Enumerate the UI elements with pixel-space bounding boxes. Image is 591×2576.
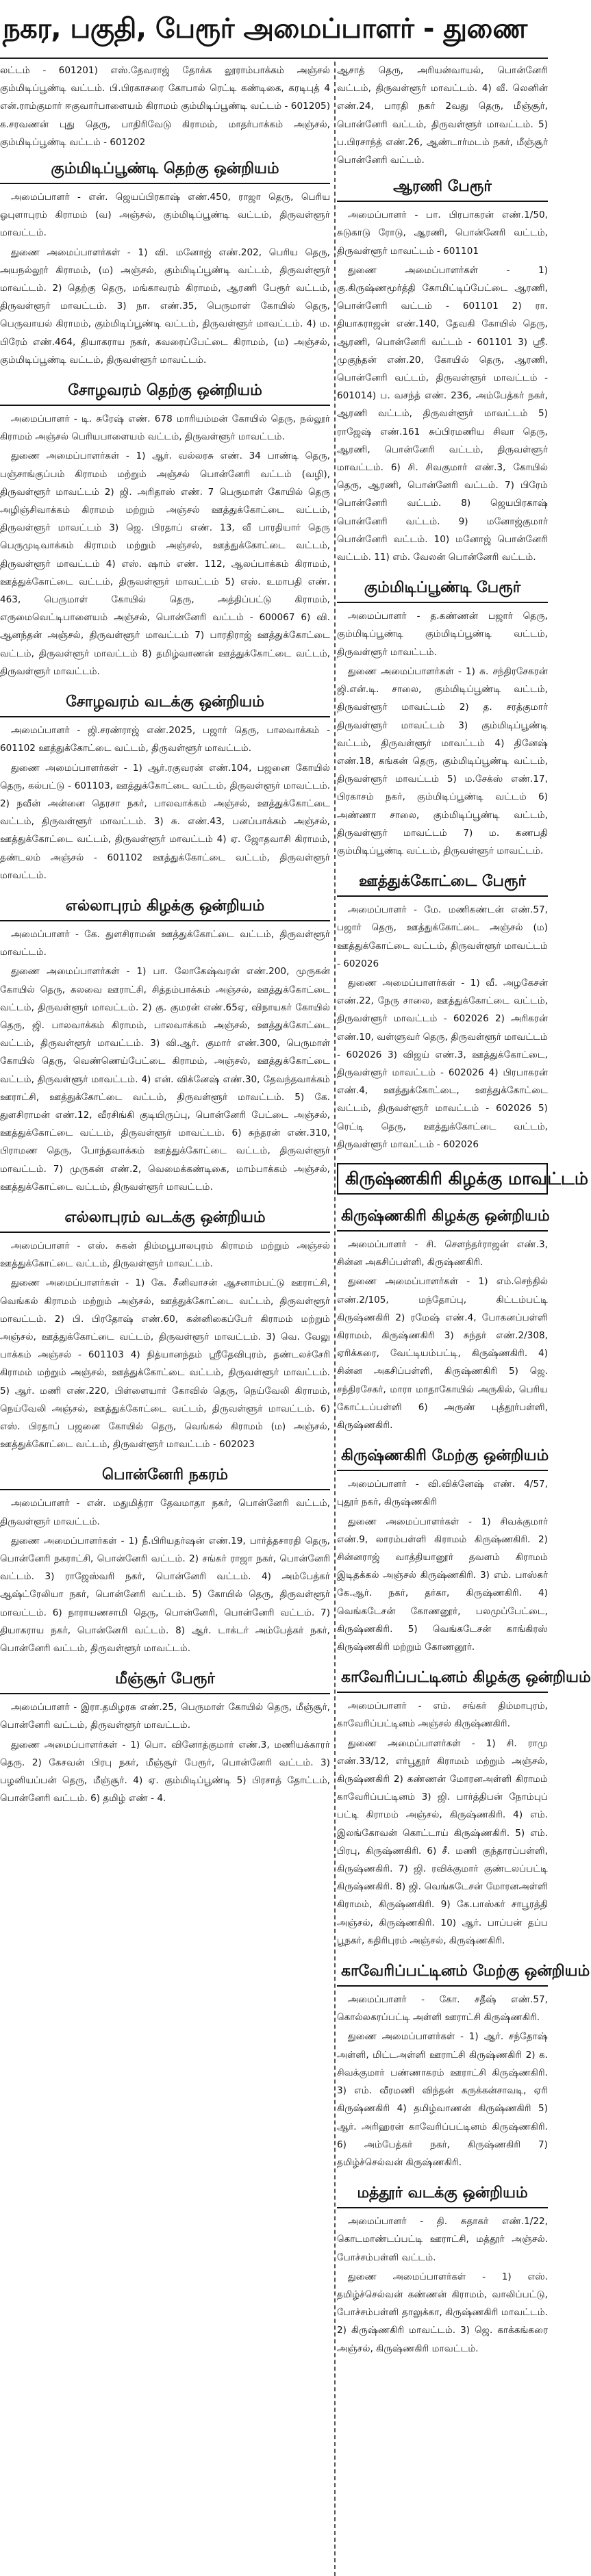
section-body (0, 1237, 330, 1453)
section-body (0, 1698, 330, 1807)
section (337, 1959, 590, 2171)
section (337, 1444, 548, 1656)
section-body (0, 1494, 330, 1657)
deputy-organizers-entry: துணை அமைப்பாளர்கள் - 1) கே. சீனிவாசன் ஆசனாம்பட்டு ஊராட்சி, வெங்கல் கிராமம் மற்றும் அஞ்சல், ஊத்துக்கோட்டை வட்டம், திருவள்ளூர் மாவட்டம். 2) பி. பிரதோஷ் எண்.60, கன்னிகைப்பேர் கிராமம் மற்றும் அஞ்சல், ஊத்துக்கோட்டை வட்டம், திருவள்ளூர் மாவட்டம். 3) வெ. வேலு பாக்கம் அஞ்சல் - 601103 4) நித்யானந்தம் ஸ்ரீதேவிபுரம், தண்டலச்சேரி கிராமம் மற்றும் அஞ்சல், ஊத்துக்கோட்டை வட்டம், திருவள்ளூர் மாவட்டம். 5) ஆர். மணி எண்.220, பிள்ளையார் கோவில் தெரு, நெய்வேலி கிராமம், நெய்வேலி அஞ்சல், ஊத்துக்கோட்டை வட்டம், திருவள்ளூர் மாவட்டம். 6) எஸ். பிரதாப் பஜனை கோயில் தெரு, வெங்கல் கிராமம் (ம) அஞ்சல், ஊத்துக்கோட்டை வட்டம், திருவள்ளூர் மாவட்டம் - 602023 (0, 1277, 330, 1451)
deputy-organizers-entry: துணை அமைப்பாளர்கள் - 1) சி. ராமு எண்.33/12, எர்பூதூர் கிராமம் மற்றும் அஞ்சல், கிருஷ்ணகிரி 2) கண்ணன் மோரனஅள்ளி கிராமம் காவேரிப்பட்டினம் 3) ஜி. பார்த்திபன் நோம்புப் பட்டி கிராமம் அஞ்சல், கிருஷ்ணகிரி. 4) எம். இலங்கோவன் கொட்டாய் கிருஷ்ணகிரி. 5) எம். பிரபு, கிருஷ்ணகிரி. 6) சீ. மணி குந்தாரப்பள்ளி, கிருஷ்ணகிரி. 7) ஜி. ரவிக்குமார் குண்டலப்பட்டி கிருஷ்ணகிரி. 8) ஜி. வெங்கடேசன் மோரனஅள்ளி கிராமம், கிருஷ்ணகிரி. 9) கே.பாஸ்கர் சாபூரத்தி அஞ்சல், கிருஷ்ணகிரி. 10) ஆர். பாப்பன் தப்ப பூநகர், கதிரிபுரம் அஞ்சல், கிருஷ்ணகிரி. (337, 1737, 548, 1946)
section (337, 1204, 548, 1434)
section-heading: ஊத்துக்கோட்டை பேரூர் (337, 869, 548, 897)
right-column (337, 62, 591, 2576)
organizer-entry: அமைப்பாளர் - எம். சங்கர் திம்மாபுரம், காவேரிப்பட்டினம் அஞ்சல் கிருஷ்ணகிரி. (337, 1700, 548, 1730)
organizer-entry: அமைப்பாளர் - வி.விக்னேஷ் எண். 4/57, புதூர் நகர், கிருஷ்ணகிரி (337, 1479, 548, 1508)
section-heading: சோழவரம் வடக்கு ஒன்றியம் (0, 690, 330, 717)
section-heading: மத்தூர் வடக்கு ஒன்றியம் (337, 2181, 548, 2208)
section (337, 2181, 548, 2358)
section-heading: கிருஷ்ணகிரி கிழக்கு ஒன்றியம் (337, 1204, 548, 1232)
section-heading: கும்மிடிப்பூண்டி தெற்கு ஒன்றியம் (0, 157, 330, 184)
section (0, 690, 330, 884)
left-column (0, 62, 333, 2576)
section (337, 576, 548, 860)
section-heading: கிருஷ்ணகிரி மேற்கு ஒன்றியம் (337, 1444, 548, 1471)
section-body (337, 1236, 548, 1434)
organizer-entry: அமைப்பாளர் - சி. சௌந்தர்ராஜன் எண்.3, சின்ன அகசிப்பள்ளி, கிருஷ்ணகிரி. (337, 1238, 548, 1268)
organizer-entry: அமைப்பாளர் - த.கண்ணன் பஜார் தெரு, கும்மிடிப்பூண்டி கும்மிடிப்பூண்டி வட்டம், திருவள்ளூர் மாவட்டம். (337, 611, 548, 658)
section-body (337, 1991, 548, 2171)
section-body (0, 722, 330, 884)
organizer-entry: அமைப்பாளர் - ஜி.சரண்ராஜ் எண்.2025, பஜார் தெரு, பாலவாக்கம் - 601102 ஊத்துக்கோட்டை வட்டம், திருவள்ளூர் மாவட்டம். (0, 725, 330, 754)
deputy-organizers-entry: துணை அமைப்பாளர்கள் - 1) நீ.பிரியதர்ஷன் எண்.19, பார்த்தசாரதி தெரு, பொன்னேரி நகராட்சி, பொன்னேரி வட்டம். 2) சங்கர் ராஜா நகர், பொன்னேரி வட்டம். 3) ராஜேஸ்வரி நகர், பொன்னேரி வட்டம். 4) அம்பேத்கர் ஆஷ்ட்ரேலியா நகர், பொன்னேரி வட்டம். 5) கோயில் தெரு, திருவள்ளூர் மாவட்டம். 6) நாராயணசாமி தெரு, பொன்னேரி, பொன்னேரி வட்டம். 7) தியாகராய நகர், பொன்னேரி வட்டம். 8) ஆர். டாக்டர் அம்பேத்கர் நகர், பொன்னேரி வட்டம், திருவள்ளூர் மாவட்டம். (0, 1535, 330, 1655)
right-lead-in (337, 62, 548, 169)
organizer-entry: அமைப்பாளர் - கே. துளசிராமன் ஊத்துக்கோட்டை வட்டம், திருவள்ளூர் மாவட்டம். (0, 928, 330, 958)
organizer-entry: அமைப்பாளர் - கோ. சதீஷ் எண்.57, கொல்லகரப்பட்டி அள்ளி ஊராட்சி கிருஷ்ணகிரி. (337, 1994, 548, 2024)
organizer-entry: அமைப்பாளர் - என். ஜெயப்பிரகாஷ் எண்.450, ராஜா தெரு, பெரிய ஓபுளாபுரம் கிராமம் (வ) அஞ்சல், கும்மிடிப்பூண்டி வட்டம், திருவள்ளூர் மாவட்டம். (0, 192, 330, 239)
section-heading: கும்மிடிப்பூண்டி பேரூர் (337, 576, 548, 603)
section-body (0, 188, 330, 369)
section-body (0, 926, 330, 1196)
section-body (337, 206, 548, 566)
deputy-organizers-entry: துணை அமைப்பாளர்கள் - 1) சிவக்குமார் எண்.9, லாரம்பள்ளி கிராமம் கிருஷ்ணகிரி. 2) சின்னராஜ் வாத்தியானூர் தவளம் கிராமம் இடிதக்கல் அஞ்சல் கிருஷ்ணகிரி. 3) எம். பாஸ்கர் கே.ஆர். நகர், தர்கா, கிருஷ்ணகிரி. 4) வெங்கடேசன் கோணனூர், பலமுப்பேட்டை, கிருஷ்ணகிரி. 5) வெங்கடேசன் காங்கிரஸ் கிருஷ்ணகிரி மற்றும் கோணனூர். (337, 1516, 548, 1653)
left-sections (0, 157, 330, 1807)
section (337, 1666, 591, 1950)
section-heading: பொன்னேரி நகரம் (0, 1463, 330, 1490)
section (337, 1163, 589, 1195)
deputy-organizers-entry: துணை அமைப்பாளர்கள் - 1) ஆர்.ரகுவரன் எண்.104, பஜனை கோயில் தெரு, கல்பட்டு - 601103, ஊத்துக்கோட்டை வட்டம், திருவள்ளூர் மாவட்டம். 2) நவீன் அன்னை தெரசா நகர், பாலவாக்கம் அஞ்சல், ஊத்துக்கோட்டை வட்டம், திருவள்ளூர் மாவட்டம். 3) சு. எண்.43, பனப்பாக்கம் அஞ்சல், ஊத்துக்கோட்டை வட்டம், திருவள்ளூர் மாவட்டம் 4) ஏ. ஜோதவாசி கிராமம், தண்டலம் அஞ்சல் - 601102 ஊத்துக்கோட்டை வட்டம், திருவள்ளூர் மாவட்டம். (0, 762, 330, 881)
masthead (0, 0, 548, 59)
section (337, 869, 548, 1153)
section-body (0, 410, 330, 680)
deputy-organizers-entry: துணை அமைப்பாளர்கள் - 1) வி. மனோஜ் எண்.202, பெரிய தெரு, அயநல்லூர் கிராமம், (ம) அஞ்சல், கும்மிடிப்பூண்டி வட்டம், திருவள்ளூர் மாவட்டம். 2) தெற்கு தெரு, மங்காவரம் கிராமம், ஆரணி பேரூர் வட்டம், திருவள்ளூர் மாவட்டம். 3) நா. எண்.35, பெருமாள் கோயில் தெரு, பெருவாயல் கிராமம், கும்மிடிப்பூண்டி வட்டம், திருவள்ளூர் மாவட்டம். 4) ம. பிரேம் எண்.464, தியாகராய நகர், கவரைப்பேட்டை கிராமம், (ம) அஞ்சல், கும்மிடிப்பூண்டி வட்டம், திருவள்ளூர் மாவட்டம். (0, 246, 330, 366)
section-body (337, 1475, 548, 1656)
section-heading: சோழவரம் தெற்கு ஒன்றியம் (0, 379, 330, 406)
section-heading: காவேரிப்பட்டினம் மேற்கு ஒன்றியம் (337, 1959, 548, 1987)
section-body (337, 607, 548, 860)
organizer-entry: அமைப்பாளர் - மே. மணிகண்டன் எண்.57, பஜார் தெரு, ஊத்துக்கோட்டை அஞ்சல் (ம) ஊத்துக்கோட்டை வட்டம், திருவள்ளூர் மாவட்டம் - 602026 (337, 904, 548, 969)
headline: நகர, பகுதி, பேரூர் அமைப்பாளர் - துணை (3, 13, 527, 44)
section-body (337, 901, 548, 1153)
lead-in-paragraph: லட்டம் - 601201) எஸ்.தேவராஜ் தோக்க லூராம்பாக்கம் அஞ்சல் கும்மிடிப்பூண்டி வட்டம். பி.பிரகாசரை கோபால் ரெட்டி கண்டிகை, கரடிபுத் 4 என்.ராம்குமார் ஈகுவார்பாளையம் கிராமம் கும்மிடிப்பூண்டி வட்டம் - 601205) க.சரவணன் புது தெரு, பாதிரிவேடு கிராமம், மாதர்பாக்கம் அஞ்சல், கும்மிடிப்பூண்டி வட்டம் - 601202 (0, 65, 330, 148)
deputy-organizers-entry: துணை அமைப்பாளர்கள் - 1) பா. லோகேஷ்வரன் எண்.200, முருகன் கோயில் தெரு, கலவை ஊராட்சி, சித்தம்பாக்கம் அஞ்சல், ஊத்துக்கோட்டை வட்டம், திருவள்ளூர் மாவட்டம். 2) கு. குமரன் எண்.65ஏ, விநாயகர் கோயில் தெரு, ஜி. பாலவாக்கம் கிராமம், பாலவாக்கம் அஞ்சல், ஊத்துக்கோட்டை வட்டம், திருவள்ளூர் மாவட்டம். 3) வி.ஆர். குமார் எண்.300, பெருமாள் கோயில் தெரு, வெண்ணெய்பேட்டை கிராமம், அஞ்சல், ஊத்துக்கோட்டை வட்டம், திருவள்ளூர் மாவட்டம். 4) என். விக்னேஷ் எண்.30, தேவந்தவாக்கம் ஊராட்சி, ஊத்துக்கோட்டை வட்டம், திருவள்ளூர் மாவட்டம். 5) கே. துளசிராமன் எண்.12, வீரசிங்கி குடியிருப்பு, பொன்னேரி பேட்டை அஞ்சல், ஊத்துக்கோட்டை வட்டம், திருவள்ளூர் மாவட்டம். 6) சுந்தரன் எண்.310, பிராமண தெரு, போந்தவாக்கம் ஊத்துக்கோட்டை வட்டம், திருவள்ளூர் மாவட்டம். 7) முருகன் எண்.2, வெமைக்கண்டிகை, மாம்பாக்கம் அஞ்சல், ஊத்துக்கோட்டை வட்டம், திருவள்ளூர் மாவட்டம். (0, 966, 330, 1193)
section-body (337, 1697, 548, 1950)
section-heading: எல்லாபுரம் கிழக்கு ஒன்றியம் (0, 894, 330, 921)
section (0, 157, 330, 369)
section (0, 1463, 330, 1657)
section-body (337, 2212, 548, 2358)
deputy-organizers-entry: துணை அமைப்பாளர்கள் - 1) ஆர். வல்லரசு எண். 34 பாண்டி தெரு, பஞ்சாங்குப்பம் கிராமம் மற்றும் அஞ்சல் பொன்னேரி வட்டம் (வழி), திருவள்ளூர் மாவட்டம் 2) ஜி. அரிதாஸ் எண். 7 பெருமாள் கோயில் தெரு அழிஞ்சிவாக்கம் கிராமம் மற்றும் அஞ்சல் ஊத்துக்கோட்டை வட்டம், திருவள்ளூர் மாவட்டம் 3) ஜெ. பிரதாப் எண். 13, வீ பாரதியார் தெரு பெருமுடிவாக்கம் கிராமம் மற்றும் அஞ்சல், ஊத்துக்கோட்டை வட்டம், திருவள்ளூர் மாவட்டம் 4) எஸ். ஷாம் எண். 112, ஆலப்பாக்கம் கிராமம், ஊத்துக்கோட்டை வட்டம், திருவள்ளூர் மாவட்டம் 5) எஸ். உமாபதி எண். 463, பெருமாள் கோயில் தெரு, அத்திப்பட்டு கிராமம், எருமைவெட்டிபாளையம் அஞ்சல், பொன்னேரி வட்டம் - 600067 6) வி. ஆனந்தன் அஞ்சல், திருவள்ளூர் மாவட்டம் 7) பாரதிராஜ் ஊத்துக்கோட்டை வட்டம், திருவள்ளூர் மாவட்டம் 8) தமிழ்வாணன் ஊத்துக்கோட்டை வட்டம், திருவள்ளூர் மாவட்டம். (0, 450, 330, 677)
organizer-entry: அமைப்பாளர் - தி. சுதாகர் எண்.1/22, கொடமாண்டப்பட்டி ஊராட்சி, மத்தூர் அஞ்சல். போச்சம்பள்ளி வட்டம். (337, 2216, 548, 2263)
section-heading: ஆரணி பேரூர் (337, 175, 548, 202)
section-heading: காவேரிப்பட்டினம் கிழக்கு ஒன்றியம் (337, 1666, 548, 1693)
lead-in-paragraph: ஆசாத் தெரு, அரியன்வாயல், பொன்னேரி வட்டம், திருவள்ளூர் மாவட்டம். 4) வீ. லெனின் எண்.24, பாரதி நகர் 2வது தெரு, மீஞ்சூர், பொன்னேரி வட்டம், திருவள்ளூர் மாவட்டம். 5) ப.பிரசாந்த் எண்.26, ஆண்டார்மடம் நகர், மீஞ்சூர் பொன்னேரி வட்டம். (337, 65, 548, 166)
district-heading: கிருஷ்ணகிரி கிழக்கு மாவட்டம் (337, 1163, 548, 1195)
left-lead-in (0, 62, 330, 151)
column-divider (334, 62, 336, 2576)
section (0, 1667, 330, 1807)
section-heading: மீஞ்சூர் பேரூர் (0, 1667, 330, 1694)
deputy-organizers-entry: துணை அமைப்பாளர்கள் - 1) பொ. வினோத்குமார் எண்.3, மணியக்காரர் தெரு. 2) கேசவன் பிரபு நகர், மீஞ்சூர் பேரூர், பொன்னேரி வட்டம். 3) பழனியப்பன் தெரு, மீஞ்சூர். 4) ஏ. கும்மிடிப்பூண்டி 5) பிரசாத் தோட்டம், பொன்னேரி வட்டம். 6) தமிழ் எண் - 4. (0, 1739, 330, 1805)
deputy-organizers-entry: துணை அமைப்பாளர்கள் - 1) ஆர். சந்தோஷ் அள்ளி, மிட்டஅள்ளி ஊராட்சி கிருஷ்ணகிரி 2) க. சிவக்குமார் பண்ணாகரம் ஊராட்சி கிருஷ்ணகிரி. 3) எம். வீரமணி விந்தன் கருக்கன்சாவடி, ஏரி கிருஷ்ணகிரி 4) தமிழ்வாணன் கிருஷ்ணகிரி 5) ஆர். அரிஹரன் காவேரிப்பட்டினம் கிருஷ்ணகிரி. 6) அம்பேத்கர் நகர், கிருஷ்ணகிரி 7) தமிழ்ச்செல்வன் கிருஷ்ணகிரி. (337, 2031, 548, 2168)
deputy-organizers-entry: துணை அமைப்பாளர்கள் - 1) கு.கிருஷ்ணமூர்த்தி கோமிட்டிப்பேட்டை ஆரணி, பொன்னேரி வட்டம் - 601101 2) ரா. தியாகராஜன் எண்.140, தேவகி கோயில் தெரு, ஆரணி, பொன்னேரி வட்டம் - 601101 3) ஸ்ரீ. முகுந்தன் எண்.20, கோயில் தெரு, ஆரணி, பொன்னேரி வட்டம், திருவள்ளூர் மாவட்டம் - 601014) ப. வசந்த் எண். 236, அம்பேத்கர் நகர், ஆரணி வட்டம், திருவள்ளூர் மாவட்டம் 5) ராஜேஷ் எண்.161 சுப்பிரமணிய சிவா தெரு, ஆரணி, பொன்னேரி வட்டம், திருவள்ளூர் மாவட்டம். 6) சி. சிவகுமார் எண்.3, கோயில் தெரு, ஆரணி, பொன்னேரி வட்டம். 7) பிரேம் பொன்னேரி வட்டம். 8) ஜெயபிரகாஷ் பொன்னேரி வட்டம். 9) மனோஜ்குமார் பொன்னேரி வட்டம். 10) மனோஜ் பொன்னேரி வட்டம். 11) எம். வேலன் பொன்னேரி வட்டம். (337, 264, 548, 563)
organizer-entry: அமைப்பாளர் - பா. பிரபாகரன் எண்.1/50, சுடுகாடு ரோடு, ஆரணி, பொன்னேரி வட்டம், திருவள்ளூர் மாவட்டம் - 601101 (337, 209, 548, 257)
deputy-organizers-entry: துணை அமைப்பாளர்கள் - 1) சு. சந்திரசேகரன் ஜி.என்.டி. சாலை, கும்மிடிப்பூண்டி வட்டம், திருவள்ளூர் மாவட்டம் 2) த. சரத்குமார் திருவள்ளூர் மாவட்டம் 3) கும்மிடிப்பூண்டி வட்டம், திருவள்ளூர் மாவட்டம் 4) தினேஷ் எண்.18, கங்கன் தெரு, கும்மிடிப்பூண்டி வட்டம், திருவள்ளூர் மாவட்டம் 5) ம.சேக்ஸ் எண்.17, பிரகாசம் நகர், கும்மிடிப்பூண்டி வட்டம் 6) அண்ணா சாலை, கும்மிடிப்பூண்டி வட்டம், திருவள்ளூர் மாவட்டம் 7) ம. கணபதி கும்மிடிப்பூண்டி வட்டம், திருவள்ளூர் மாவட்டம். (337, 665, 548, 856)
organizer-entry: அமைப்பாளர் - டி. சுரேஷ் எண். 678 மாரியம்மன் கோயில் தெரு, நல்லூர் கிராமம் அஞ்சல் பெரியபாளையம் வட்டம், திருவள்ளூர் மாவட்டம். (0, 413, 330, 443)
section-heading: எல்லாபுரம் வடக்கு ஒன்றியம் (0, 1206, 330, 1233)
deputy-organizers-entry: துணை அமைப்பாளர்கள் - 1) எஸ். தமிழ்ச்செல்வன் கண்ணன் கிராமம், வாலிப்பட்டு, போச்சம்பள்ளி தாலுக்கா, கிருஷ்ணகிரி மாவட்டம். 2) கிருஷ்ணகிரி மாவட்டம். 3) ஜெ. காக்கங்கரை அஞ்சல், கிருஷ்ணகிரி மாவட்டம். (337, 2271, 548, 2354)
organizer-entry: அமைப்பாளர் - என். மதுமித்ரா தேவமாதா நகர், பொன்னேரி வட்டம், திருவள்ளூர் மாவட்டம். (0, 1498, 330, 1527)
section (0, 894, 330, 1196)
organizer-entry: அமைப்பாளர் - இரா.தமிழரசு எண்.25, பெருமாள் கோயில் தெரு, மீஞ்சூர், பொன்னேரி வட்டம், திருவள்ளூர் மாவட்டம். (0, 1702, 330, 1731)
deputy-organizers-entry: துணை அமைப்பாளர்கள் - 1) எம்.செந்தில் எண்.2/105, மந்தோப்பு, கிட்டம்பட்டி கிருஷ்ணகிரி 2) ரமேஷ் எண்.4, போகனப்பள்ளி கிராமம், கிருஷ்ணகிரி 3) சுந்தர் எண்.2/308, ஏரிக்கரை, வேட்டியம்பட்டி, கிருஷ்ணகிரி. 4) சின்ன அகசிப்பள்ளி, கிருஷ்ணகிரி 5) ஜெ. சந்திரசேகர், மாரா மாதாகோயில் அருகில், பெரிய கோட்டப்பள்ளி 6) அருண் புத்தூர்பள்ளி, கிருஷ்ணகிரி. (337, 1276, 548, 1431)
section (337, 175, 548, 566)
organizer-entry: அமைப்பாளர் - எஸ். சுகன் திம்மபூபாலபுரம் கிராமம் மற்றும் அஞ்சல் ஊத்துக்கோட்டை வட்டம், திருவள்ளூர் மாவட்டம். (0, 1240, 330, 1270)
section (0, 1206, 330, 1453)
deputy-organizers-entry: துணை அமைப்பாளர்கள் - 1) வீ. அழகேசன் எண்.22, நேரு சாலை, ஊத்துக்கோட்டை வட்டம், திருவள்ளூர் மாவட்டம் - 602026 2) அரிகரன் எண்.10, வள்ளுவர் தெரு, திருவள்ளூர் மாவட்டம் - 602026 3) விஜய் எண்.3, ஊத்துக்கோட்டை, திருவள்ளூர் மாவட்டம் - 602026 4) பிரபாகரன் எண்.4, ஊத்துக்கோட்டை, ஊத்துக்கோட்டை வட்டம், திருவள்ளூர் மாவட்டம் - 602026 5) ரெட்டி தெரு, ஊத்துக்கோட்டை வட்டம், திருவள்ளூர் மாவட்டம் - 602026 (337, 977, 548, 1150)
section (0, 379, 330, 680)
right-sections (337, 175, 591, 2358)
